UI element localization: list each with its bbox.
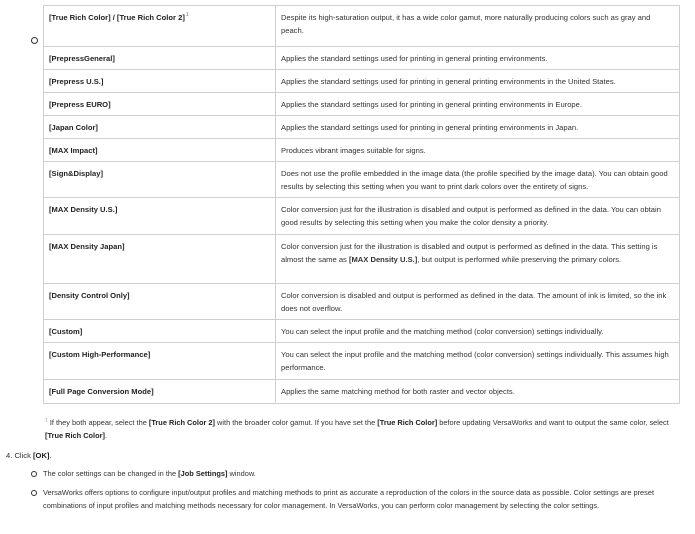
table-row <box>44 70 680 93</box>
setting-desc-cell: Applies the standard settings used for printing in general printing environments. <box>276 47 680 70</box>
footnote-text-2: with the broader color gamut. If you have set the <box>214 418 378 427</box>
setting-name-cell: [PrepressGeneral] <box>44 47 276 70</box>
footnote-text-3: before updating VersaWorks and want to output the same color, select <box>437 418 669 427</box>
setting-name-cell: [MAX Impact] <box>44 139 276 162</box>
table-row <box>44 320 680 343</box>
setting-name-cell: [Custom] <box>44 320 276 343</box>
setting-name-cell: [MAX Density U.S.] <box>44 198 276 235</box>
table-row <box>44 6 680 47</box>
step-suffix: . <box>49 451 52 460</box>
table-row <box>44 380 680 404</box>
table-row <box>44 235 680 284</box>
table-row <box>44 139 680 162</box>
note-item <box>31 486 679 512</box>
setting-desc-cell: Applies the standard settings used for printing in general printing environments in Japan. <box>276 116 680 139</box>
table-row <box>44 162 680 198</box>
table-row <box>44 93 680 116</box>
setting-name-cell: [Full Page Conversion Mode] <box>44 380 276 404</box>
setting-name-cell: [Japan Color] <box>44 116 276 139</box>
note-bold: [Job Settings] <box>178 469 228 478</box>
table-row <box>44 343 680 380</box>
list-bullet-circle <box>31 37 38 44</box>
table-row <box>44 47 680 70</box>
setting-name-cell: [True Rich Color] / [True Rich Color 2]$^1$ <box>44 6 276 47</box>
setting-name-cell: [Sign&Display] <box>44 162 276 198</box>
table-row <box>44 284 680 320</box>
setting-name-cell: [Density Control Only] <box>44 284 276 320</box>
setting-desc-cell: Produces vibrant images suitable for signs. <box>276 139 680 162</box>
setting-desc-cell: Applies the same matching method for both raster and vector objects. <box>276 380 680 404</box>
note-item <box>31 467 679 480</box>
footnote-text-4: . <box>104 431 108 440</box>
setting-desc-cell: Applies the standard settings used for printing in general printing environments in the United States. <box>276 70 680 93</box>
ok-button-reference: [OK] <box>33 451 50 460</box>
setting-desc-cell: Despite its high-saturation output, it has a wide color gamut, more naturally producing colors such as gray and peach. <box>276 6 680 47</box>
note-text: window. <box>227 469 256 478</box>
setting-desc-cell: Color conversion just for the illustration is disabled and output is performed as defined in the data. You can obtain good results by selecting this setting when you make the color density a priority. <box>276 198 680 235</box>
footnote-text-1: If they both appear, select the <box>47 418 149 427</box>
setting-desc-cell: Does not use the profile embedded in the image data (the profile specified by the image data). You can obtain good results by selecting this setting when you want to print dark colors over the entirety of signs. <box>276 162 680 198</box>
table-row <box>44 198 680 235</box>
setting-desc-cell: Color conversion just for the illustration is disabled and output is performed as defined in the data. This setting is almost the same as [MAX Density U.S.], but output is performed while preserving the primary colors. <box>276 235 680 284</box>
note-text: VersaWorks offers options to configure input/output profiles and matching methods to print as accurate a reproduction of the colors in the source data as possible. Color settings are preset combinations of input profiles and matching methods necessary for color management. In VersaWorks, you can perform color management by selecting the color settings. <box>43 488 655 510</box>
setting-desc-cell: You can select the input profile and the matching method (color conversion) settings individually. This assumes high performance. <box>276 343 680 380</box>
list-bullet-circle <box>31 471 37 477</box>
setting-name-cell: [Prepress U.S.] <box>44 70 276 93</box>
color-settings-table <box>43 5 680 404</box>
footnote-bold-1: [True Rich Color 2] <box>148 418 215 427</box>
footnote-bold-3: [True Rich Color] <box>45 431 105 440</box>
footnote-ref[interactable]: 1 <box>185 12 189 19</box>
setting-name-cell: [MAX Density Japan] <box>44 235 276 284</box>
list-bullet-circle <box>31 490 37 496</box>
setting-name-cell: [Custom High-Performance] <box>44 343 276 380</box>
footnote-bold-2: [True Rich Color] <box>377 418 438 427</box>
setting-desc-cell: Color conversion is disabled and output is performed as defined in the data. The amount of ink is limited, so the ink does not overflow. <box>276 284 680 320</box>
setting-desc-cell: Applies the standard settings used for printing in general printing environments in Europe. <box>276 93 680 116</box>
setting-desc-cell: You can select the input profile and the matching method (color conversion) settings individually. <box>276 320 680 343</box>
step-4 <box>6 451 52 460</box>
setting-name-cell: [Prepress EURO] <box>44 93 276 116</box>
table-row <box>44 116 680 139</box>
footnote <box>45 416 677 442</box>
footnote-marker: 1 <box>45 417 48 424</box>
note-text: The color settings can be changed in the <box>43 469 179 478</box>
step-prefix: 4. Click <box>6 451 34 460</box>
